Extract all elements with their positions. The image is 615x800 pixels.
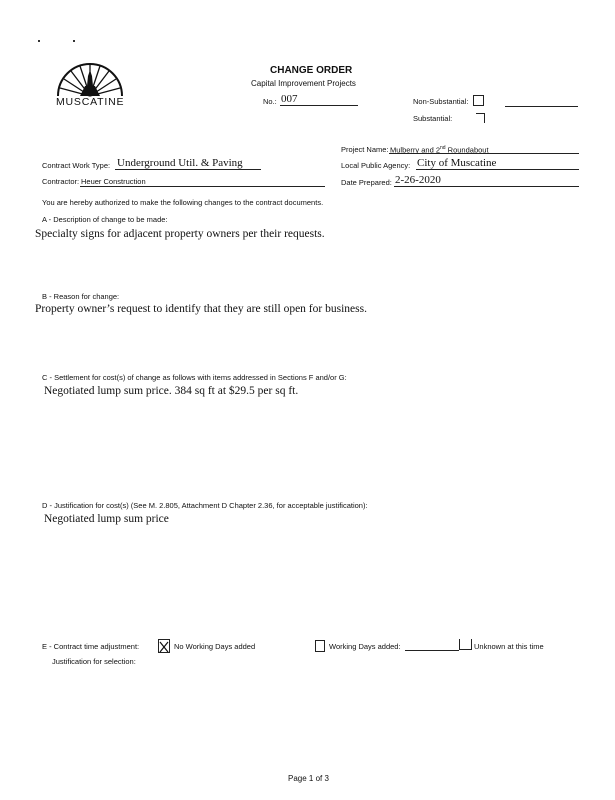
section-c-label: C - Settlement for cost(s) of change as follows with items addressed in Sections F and/or G: <box>42 373 347 382</box>
lpa-underline <box>416 169 579 170</box>
lpa-value[interactable]: City of Muscatine <box>417 157 497 169</box>
authorization-text: You are hereby authorized to make the following changes to the contract documents. <box>42 198 324 207</box>
scan-mark <box>73 40 75 42</box>
working-days-underline <box>405 650 459 651</box>
page-subtitle: Capital Improvement Projects <box>251 79 356 88</box>
contract-work-type-label: Contract Work Type: <box>42 161 111 170</box>
checkmark-icon <box>159 641 169 653</box>
project-name-underline <box>389 153 579 154</box>
section-d-label: D - Justification for cost(s) (See M. 2.805, Attachment D Chapter 2.36, for acceptable justification): <box>42 501 368 510</box>
non-substantial-label: Non-Substantial: <box>413 97 469 106</box>
no-working-days-checkbox[interactable] <box>158 639 170 653</box>
city-logo <box>50 56 130 106</box>
date-value[interactable]: 2-26-2020 <box>395 174 441 186</box>
section-b-label: B - Reason for change: <box>42 292 120 301</box>
unknown-checkbox[interactable] <box>459 639 472 650</box>
section-e-label: E - Contract time adjustment: <box>42 642 140 651</box>
sunburst-icon <box>50 56 130 98</box>
contractor-value[interactable]: Heuer Construction <box>81 177 146 186</box>
change-order-number-label: No.: <box>263 97 277 106</box>
date-label: Date Prepared: <box>341 178 392 187</box>
number-underline <box>280 105 358 106</box>
lpa-label: Local Public Agency: <box>341 161 411 170</box>
unknown-label: Unknown at this time <box>474 642 544 651</box>
section-a-label: A - Description of change to be made: <box>42 215 168 224</box>
working-days-label: Working Days added: <box>329 642 401 651</box>
non-substantial-checkbox[interactable] <box>473 95 484 106</box>
page-title: CHANGE ORDER <box>270 65 353 76</box>
substantial-checkbox[interactable] <box>476 113 485 123</box>
substantial-label: Substantial: <box>413 114 453 123</box>
work-type-underline <box>115 169 261 170</box>
section-c-text[interactable]: Negotiated lump sum price. 384 sq ft at $29.5 per sq ft. <box>44 385 299 397</box>
logo-text: MUSCATINE <box>56 96 125 108</box>
section-a-text[interactable]: Specialty signs for adjacent property owners per their requests. <box>35 228 325 240</box>
change-order-number-value[interactable]: 007 <box>281 93 298 105</box>
project-name-label: Project Name: <box>341 145 389 154</box>
contract-work-type-value[interactable]: Underground Util. & Paving <box>117 157 243 169</box>
section-d-text[interactable]: Negotiated lump sum price <box>44 513 169 525</box>
justification-label: Justification for selection: <box>52 657 136 666</box>
page-number: Page 1 of 3 <box>288 774 329 783</box>
project-name-text: Mulberry and 2 <box>390 145 441 155</box>
contractor-label: Contractor: <box>42 177 80 186</box>
date-underline <box>394 186 579 187</box>
working-days-checkbox[interactable] <box>315 640 325 652</box>
contractor-underline <box>80 186 325 187</box>
section-b-text[interactable]: Property owner’s request to identify that they are still open for business. <box>35 303 367 315</box>
scan-mark <box>38 40 40 42</box>
no-working-days-label: No Working Days added <box>174 642 256 651</box>
non-substantial-underline <box>505 106 578 107</box>
project-name-tail: Roundabout <box>445 145 489 155</box>
project-name-suffix: nd <box>440 145 446 151</box>
